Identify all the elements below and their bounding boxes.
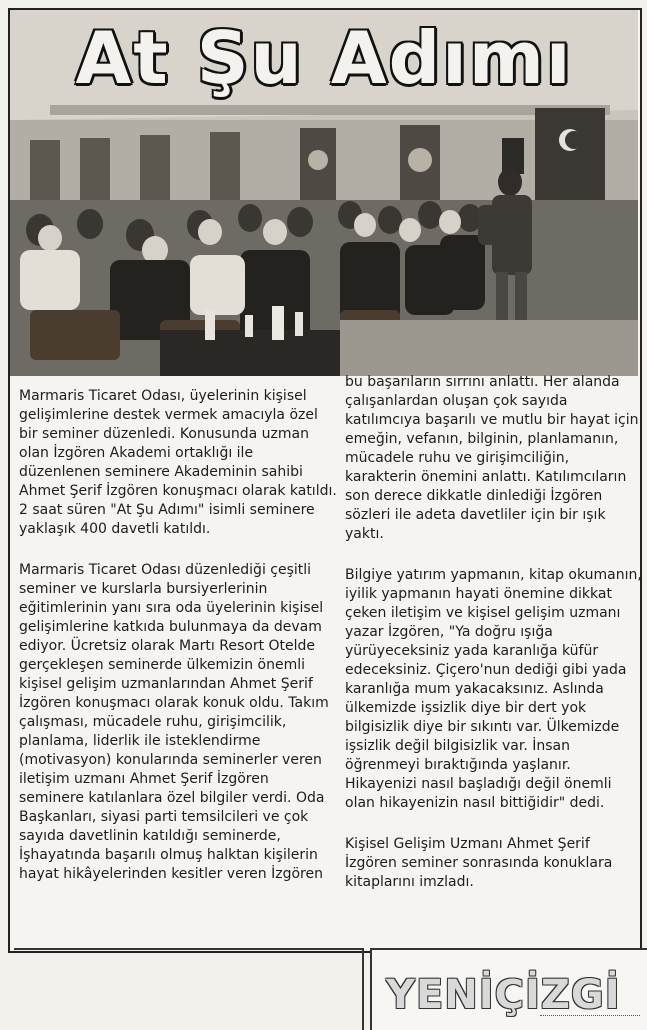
paragraph: bu başarıların sırrını anlattı. Her alanda çalışanlardan oluşan çok sayıda katılımcıya başarılı ve mutlu bir hayat için emeğin, vefanın, bilginin, planlamanın, mücadele ruhu ve girişimciliğin, karakterin önemini anlattı. Katılımcıların son derece dikkatle dinlediği İzgören sözleri ile adeta davetliler için bir ışık yaktı. xyxy=(345,374,639,542)
paragraph: Marmaris Ticaret Odası düzenlediği çeşitli seminer ve kurslarla bursiyerlerinin eğitimlerinin yanı sıra oda üyelerinin kişisel gelişimlerine katkıda bulunmaya da devam ediyor. Ücretsiz olarak Martı Resort Otelde gerçekleşen seminerde ülkemizin önemli kişisel gelişim uzmanlarından Ahmet Şerif İzgören konuşmacı olarak konuk oldu. Takım çalışması, mücadele ruhu, girişimcilik, planlama, liderlik ile isteklendirme (motivasyon) konularında seminerler veren iletişim uzmanı Ahmet Şerif İzgören seminere katılanlara özel bilgiler verdi. Oda Başkanları, siyasi parti temsilcileri ve çok sayıda davetlinin katıldığı seminerde, İşhayatında başarılı olmuş halktan kişilerin hayat hikâyelerinden kesitler veren İzgören xyxy=(19,562,329,882)
logo-divider xyxy=(540,1015,640,1019)
paragraph: Bilgiye yatırım yapmanın, kitap okumanın, iyilik yapmanın hayati önemine dikkat çeken iletişim ve kişisel gelişim uzmanı yazar İzgören, "Ya doğru ışığa yürüyeceksiniz yada karanlığa küfür edeceksiniz. Çiçero'nun dediği gibi yada karanlığa mum yakacaksınız. Aslında ülkemizde işsizlik diye bir dert yok bilgisizlik diye bir sıkıntı var. Ülkemizde işsizlik değil bilgisizlik var. İnsan öğrenmeyi bıraktığında yaşlanır. Hikayenizi nasıl başladığı değil önemli olan hikayenizin nasıl bittiğidir" dedi. xyxy=(345,567,642,811)
newspaper-logo: YENİÇİZGİ xyxy=(386,972,621,1018)
article-column-right xyxy=(345,373,643,892)
article-column-left xyxy=(19,387,337,884)
paragraph: Marmaris Ticaret Odası, üyelerinin kişisel gelişimlerine destek vermek amacıyla özel bir seminer düzenledi. Konusunda uzman olan İzgören Akademi ortaklığı ile düzenlenen seminere Akademinin sahibi Ahmet Şerif İzgören konuşmacı olarak katıldı. 2 saat süren "At Şu Adımı" isimli seminere yaklaşık 400 davetli katıldı. xyxy=(19,388,337,537)
adjacent-article-box xyxy=(14,948,364,1030)
paragraph: Kişisel Gelişim Uzmanı Ahmet Şerif İzgören seminer sonrasında konuklara kitaplarını imzladı. xyxy=(345,836,613,890)
headline: At Şu Adımı xyxy=(75,16,573,100)
